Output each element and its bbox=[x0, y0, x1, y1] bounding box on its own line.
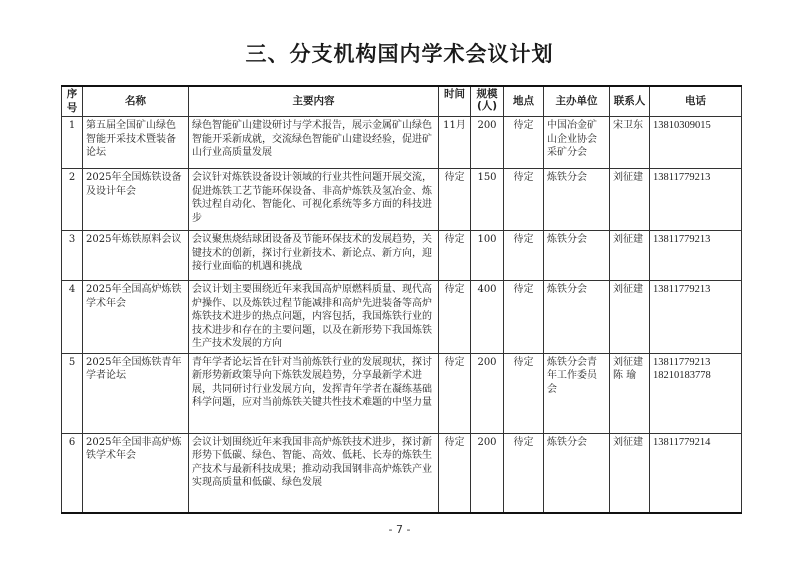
row-place: 待定 bbox=[504, 117, 544, 169]
table-row bbox=[62, 117, 742, 169]
table-row bbox=[62, 231, 742, 281]
row-organizer: 炼铁分会 bbox=[544, 281, 610, 354]
row-no: 5 bbox=[62, 353, 83, 433]
row-phone: 13811779213 18210183778 bbox=[650, 353, 742, 433]
row-contact: 刘征建 bbox=[610, 281, 650, 354]
row-organizer: 炼铁分会青年工作委员会 bbox=[544, 353, 610, 433]
row-phone: 13810309015 bbox=[650, 117, 742, 169]
row-scale: 150 bbox=[471, 169, 504, 231]
row-phone: 13811779213 bbox=[650, 231, 742, 281]
row-time: 待定 bbox=[439, 353, 471, 433]
page-number: - 7 - bbox=[388, 523, 411, 536]
page-title: 三、分支机构国内学术会议计划 bbox=[245, 42, 554, 66]
row-contact: 宋卫东 bbox=[610, 117, 650, 169]
row-organizer: 炼铁分会 bbox=[544, 169, 610, 231]
row-contact: 刘征建 陈 瑜 bbox=[610, 353, 650, 433]
conference-plan-table bbox=[61, 85, 742, 514]
row-no: 1 bbox=[62, 117, 83, 169]
table-row bbox=[62, 169, 742, 231]
table-row bbox=[62, 281, 742, 354]
row-content: 会议针对炼铁设备设计领域的行业共性问题开展交流，促进炼铁工艺节能环保设备、非高炉炼铁及氢冶金、炼铁过程自动化、智能化、可视化系统等多方面的科技进步 bbox=[189, 169, 439, 231]
row-scale: 400 bbox=[471, 281, 504, 354]
row-name: 2025年全国炼铁设备及设计年会 bbox=[83, 169, 189, 231]
row-phone: 13811779213 bbox=[650, 281, 742, 354]
row-scale: 100 bbox=[471, 231, 504, 281]
row-place: 待定 bbox=[504, 169, 544, 231]
table-header-row bbox=[62, 86, 742, 117]
row-scale: 200 bbox=[471, 433, 504, 513]
row-contact: 刘征建 bbox=[610, 231, 650, 281]
row-content: 绿色智能矿山建设研讨与学术报告，展示金属矿山绿色智能开采新成就，交流绿色智能矿山建设经验，促进矿山行业高质量发展 bbox=[189, 117, 439, 169]
row-content: 会议聚焦烧结球团设备及节能环保技术的发展趋势，关键技术的创新，探讨行业新技术、新论点、新方向，迎接行业面临的机遇和挑战 bbox=[189, 231, 439, 281]
header-phone: 电话 bbox=[650, 86, 742, 117]
header-no: 序号 bbox=[62, 86, 83, 117]
header-scale: 规模(人) bbox=[471, 86, 504, 117]
row-organizer: 炼铁分会 bbox=[544, 231, 610, 281]
header-place: 地点 bbox=[504, 86, 544, 117]
row-name: 第五届全国矿山绿色智能开采技术暨装备论坛 bbox=[83, 117, 189, 169]
row-name: 2025年全国炼铁青年学者论坛 bbox=[83, 353, 189, 433]
header-contact: 联系人 bbox=[610, 86, 650, 117]
row-scale: 200 bbox=[471, 117, 504, 169]
row-organizer: 中国冶金矿山企业协会采矿分会 bbox=[544, 117, 610, 169]
row-content: 会议计划主要围绕近年来我国高炉原燃料质量、现代高炉操作、以及炼铁过程节能减排和高炉先进装备等高炉炼铁技术进步的热点问题，内容包括，我国炼铁行业的技术进步和存在的主要问题，以及在新形势下我国炼铁生产技术发展的方向 bbox=[189, 281, 439, 354]
row-time: 待定 bbox=[439, 169, 471, 231]
header-organizer: 主办单位 bbox=[544, 86, 610, 117]
row-name: 2025年全国非高炉炼铁学术年会 bbox=[83, 433, 189, 513]
header-time: 时间 bbox=[439, 86, 471, 117]
row-phone: 13811779214 bbox=[650, 433, 742, 513]
row-time: 待定 bbox=[439, 281, 471, 354]
row-no: 2 bbox=[62, 169, 83, 231]
row-time: 11月 bbox=[439, 117, 471, 169]
header-content: 主要内容 bbox=[189, 86, 439, 117]
row-contact: 刘征建 bbox=[610, 433, 650, 513]
row-no: 6 bbox=[62, 433, 83, 513]
row-no: 4 bbox=[62, 281, 83, 354]
row-place: 待定 bbox=[504, 433, 544, 513]
row-time: 待定 bbox=[439, 231, 471, 281]
row-place: 待定 bbox=[504, 281, 544, 354]
row-scale: 200 bbox=[471, 353, 504, 433]
row-organizer: 炼铁分会 bbox=[544, 433, 610, 513]
row-name: 2025年炼铁原料会议 bbox=[83, 231, 189, 281]
row-no: 3 bbox=[62, 231, 83, 281]
row-contact: 刘征建 bbox=[610, 169, 650, 231]
row-place: 待定 bbox=[504, 353, 544, 433]
row-content: 会议计划围绕近年来我国非高炉炼铁技术进步，探讨新形势下低碳、绿色、智能、高效、低耗、长寿的炼铁生产技术与最新科技成果；推动动我国钢非高炉炼铁产业实现高质量和低碳、绿色发展 bbox=[189, 433, 439, 513]
row-time: 待定 bbox=[439, 433, 471, 513]
row-content: 青年学者论坛旨在针对当前炼铁行业的发展现状，探讨新形势新政策导向下炼铁发展趋势，分享最新学术进展，共同研讨行业发展方向，发挥青年学者在凝练基础科学问题，应对当前炼铁关键共性技术难题的中坚力量 bbox=[189, 353, 439, 433]
row-phone: 13811779213 bbox=[650, 169, 742, 231]
header-name: 名称 bbox=[83, 86, 189, 117]
row-name: 2025年全国高炉炼铁学术年会 bbox=[83, 281, 189, 354]
table-row bbox=[62, 433, 742, 513]
table-row bbox=[62, 353, 742, 433]
row-place: 待定 bbox=[504, 231, 544, 281]
